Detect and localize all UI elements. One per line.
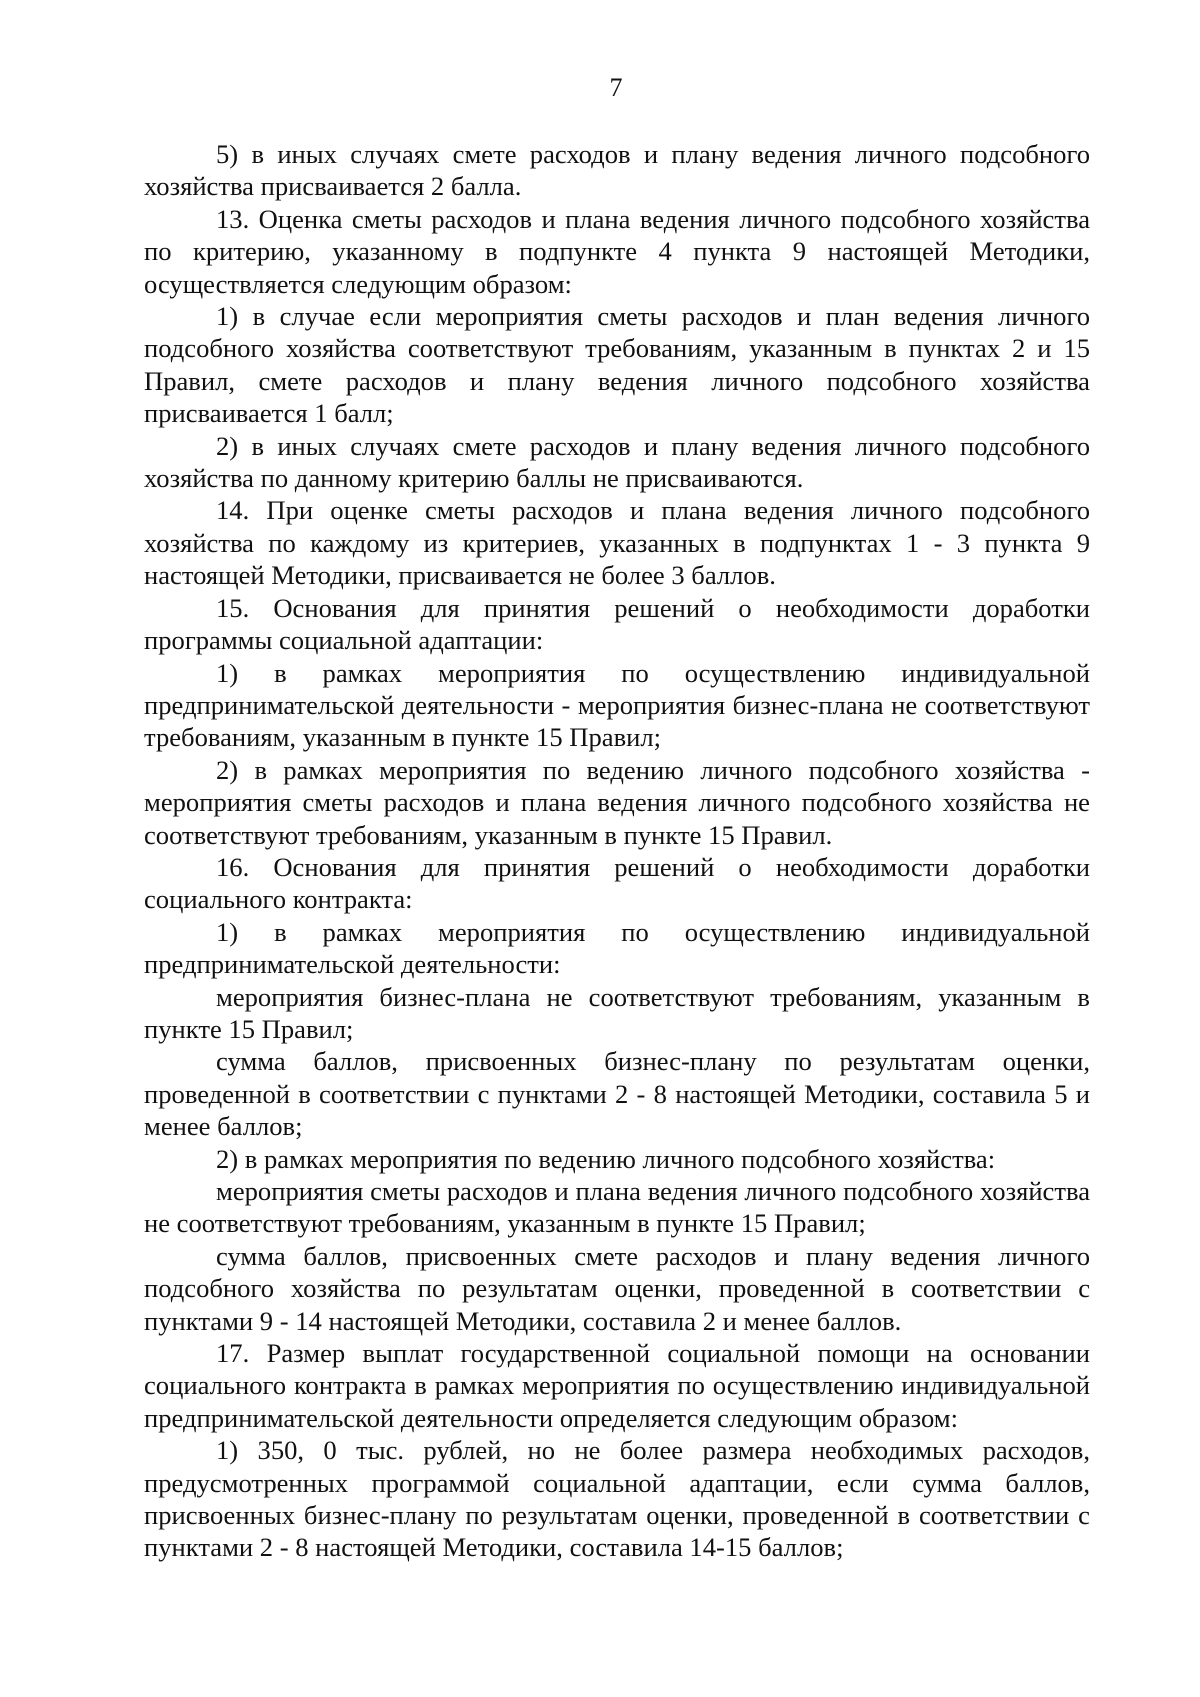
- paragraph-15-item2: 2) в рамках мероприятия по ведению личного подсобного хозяйства - мероприятия сметы расходов и плана ведения личного подсобного хозяйства не соответствуют требованиям, указанным в пункте 15 Правил.: [144, 754, 1090, 850]
- paragraph-15: 15. Основания для принятия решений о необходимости доработки программы социальной адаптации:: [144, 592, 1090, 656]
- paragraph-17: 17. Размер выплат государственной социальной помощи на основании социального контракта в рамках мероприятия по осуществлению индивидуальной предпринимательской деятельности определяется следующим образом:: [144, 1338, 1090, 1433]
- paragraph-16: 16. Основания для принятия решений о необходимости доработки социального контракта:: [144, 851, 1090, 915]
- paragraph-16-item1-a: мероприятия бизнес-плана не соответствуют требованиям, указанным в пункте 15 Правил;: [144, 981, 1090, 1044]
- paragraph-item5-points: 5) в иных случаях смете расходов и плану ведения личного подсобного хозяйства присваивается 2 балла.: [144, 139, 1090, 202]
- paragraph-16-item2-b: сумма баллов, присвоенных смете расходов и плану ведения личного подсобного хозяйства по результатам оценки, проведенной в соответствии с пунктами 9 - 14 настоящей Методики, составила 2 и менее баллов.: [144, 1240, 1090, 1336]
- paragraph-13-item1: 1) в случае если мероприятия сметы расходов и план ведения личного подсобного хозяйства соответствуют требованиям, указанным в пунктах 2 и 15 Правил, смете расходов и плану ведения личного подсобного хозяйства присваивается 1 балл;: [144, 301, 1090, 429]
- paragraph-16-item2-a: мероприятия сметы расходов и плана ведения личного подсобного хозяйства не соответствуют требованиям, указанным в пункте 15 Правил;: [144, 1176, 1090, 1239]
- paragraph-17-item1: 1) 350, 0 тыс. рублей, но не более размера необходимых расходов, предусмотренных программой социальной адаптации, если сумма баллов, присвоенных бизнес-плану по результатам оценки, проведенной в соответствии с пунктами 2 - 8 настоящей Методики, составила 14-15 баллов;: [144, 1435, 1090, 1563]
- page-number: 7: [609, 73, 623, 102]
- paragraph-15-item1: 1) в рамках мероприятия по осуществлению индивидуальной предпринимательской деятельности - мероприятия бизнес-плана не соответствуют требованиям, указанным в пункте 15 Правил;: [144, 657, 1090, 753]
- paragraph-16-item1: 1) в рамках мероприятия по осуществлению индивидуальной предпринимательской деятельности:: [144, 916, 1090, 980]
- document-body: [144, 138, 1090, 1564]
- paragraph-13-item2: 2) в иных случаях смете расходов и плану ведения личного подсобного хозяйства по данному критерию баллы не присваиваются.: [144, 430, 1090, 494]
- paragraph-13: 13. Оценка сметы расходов и плана ведения личного подсобного хозяйства по критерию, указанному в подпункте 4 пункта 9 настоящей Методики, осуществляется следующим образом:: [144, 203, 1090, 299]
- paragraph-16-item2: 2) в рамках мероприятия по ведению личного подсобного хозяйства:: [216, 1143, 996, 1174]
- paragraph-16-item1-b: сумма баллов, присвоенных бизнес-плану по результатам оценки, проведенной в соответствии с пунктами 2 - 8 настоящей Методики, составила 5 и менее баллов;: [144, 1046, 1090, 1142]
- paragraph-14: 14. При оценке сметы расходов и плана ведения личного подсобного хозяйства по каждому из критериев, указанных в подпунктах 1 - 3 пункта 9 настоящей Методики, присваивается не более 3 баллов.: [144, 495, 1090, 591]
